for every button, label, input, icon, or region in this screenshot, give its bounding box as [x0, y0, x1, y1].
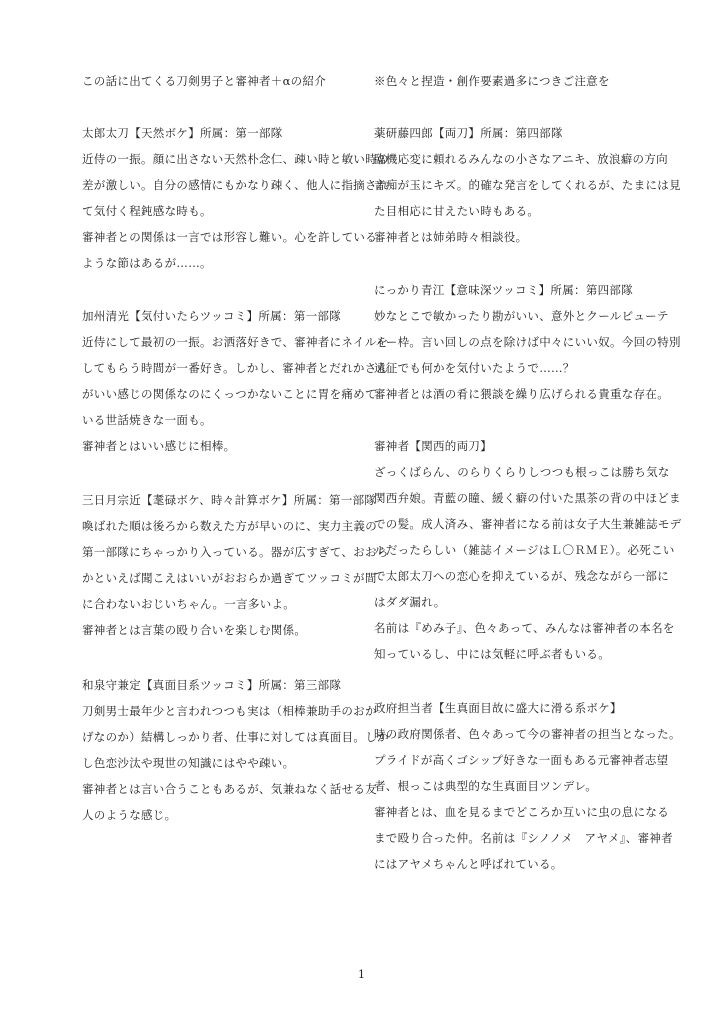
- section-heading: にっかり青江【意味深ツッコミ】所属：第四部隊: [374, 283, 634, 297]
- section-text-line: してもらう時間が一番好き。しかし、審神者とだれかさん: [82, 361, 389, 375]
- section-text-line: し色恋沙汰や現世の知識にはやや疎い。: [82, 756, 295, 770]
- section-text-line: 差が激しい。自分の感情にもかなり疎く、他人に指摘され: [82, 178, 389, 192]
- right-section: [374, 120, 681, 250]
- section-text-line: 審神者とはいい感じに相棒。: [82, 439, 236, 453]
- right-section: [374, 695, 681, 877]
- section-text-line: に合わないおじいちゃん。一言多いよ。: [82, 597, 296, 611]
- section-text-line: がいい感じの関係なのにくっつかないことに胃を痛めて: [82, 387, 377, 401]
- section-text-line: いる世話焼きな一面も。: [82, 413, 212, 427]
- left-section: [82, 672, 389, 828]
- section-heading: 加州清光【気付いたらツッコミ】所属：第一部隊: [82, 309, 342, 323]
- section-text-line: 名前は『めみ子』、色々あって、みんなは審神者の本名を: [374, 621, 675, 635]
- section-text-line: で太郎太刀への恋心を抑えているが、残念ながら一部に: [374, 569, 669, 583]
- section-heading: 審神者【関西的両刀】: [374, 439, 492, 453]
- section-text-line: かといえば聞こえはいいがおおらか過ぎてツッコミが間: [82, 571, 377, 585]
- section-text-line: 近侍の一振。顔に出さない天然朴念仁、疎い時と敏い時の: [82, 152, 389, 166]
- right-section: [374, 433, 682, 667]
- section-text-line: 音痴が玉にキズ。的確な発言をしてくれるが、たまには見: [374, 178, 681, 192]
- section-text-line: まで殴り合った仲。名前は『シノノメ アヤメ』、審神者: [374, 831, 673, 845]
- section-heading: 薬研藤四郎【両刀】所属：第四部隊: [374, 126, 563, 140]
- section-text-line: 審神者とは酒の肴に猥談を繰り広げられる貴重な存在。: [374, 387, 669, 401]
- section-text-line: ざっくばらん、のらりくらりしつつも根っこは勝ち気な: [374, 465, 670, 479]
- right-column-title-block: [374, 68, 659, 94]
- section-text-line: 人のような感じ。: [82, 808, 177, 822]
- section-text-line: た目相応に甘えたい時もある。: [374, 204, 540, 218]
- section-text-line: 審神者とは言葉の殴り合いを楽しむ関係。: [82, 623, 307, 637]
- section-text-line: 審神者とは言い合うこともあるが、気兼ねなく話せる友: [82, 782, 377, 796]
- section-text-line: 関西弁娘。青藍の瞳、緩く癖の付いた黒茶の背の中ほどま: [374, 491, 681, 505]
- section-text-line: にはアヤメちゃんと呼ばれている。: [374, 857, 563, 871]
- section-text-line: 審神者との関係は一言では形容し難い。心を許している: [82, 230, 377, 244]
- section-text-line: ルだったらしい（雑誌イメージはＬ〇ＲＭＥ）。必死こい: [374, 543, 675, 557]
- page-number: 1: [358, 968, 365, 981]
- left-section: [82, 303, 389, 459]
- section-heading: 三日月宗近【耄碌ボケ、時々計算ボケ】所属：第一部隊: [82, 493, 377, 507]
- section-heading: 太郎太刀【天然ボケ】所属：第一部隊: [82, 126, 283, 140]
- section-text-line: 時の政府関係者、色々あって今の審神者の担当となった。: [374, 727, 681, 741]
- section-heading: 政府担当者【生真面目故に盛大に滑る系ボケ】: [374, 701, 622, 715]
- right-section: [374, 277, 681, 407]
- section-text-line: 刀剣男士最年少と言われつつも実は（相棒兼助手のおか: [82, 704, 377, 718]
- section-text-line: 第一部隊にちゃっかり入っている。器が広すぎて、おおら: [82, 545, 389, 559]
- section-text-line: げなのか）結構しっかり者、仕事に対しては真面目。しか: [82, 730, 389, 744]
- section-text-line: ィー枠。言い回しの点を除けば中々にいい奴。今回の特別: [374, 335, 681, 349]
- section-text-line: 妙なとこで敏かったり勘がいい、意外とクールビューテ: [374, 309, 669, 323]
- section-text-line: はダダ漏れ。: [374, 595, 446, 609]
- section-text-line: での髪。成人済み、審神者になる前は女子大生兼雑誌モデ: [374, 517, 682, 531]
- section-text-line: て気付く程鈍感な時も。: [82, 204, 212, 218]
- section-text-line: ような節はあるが……。: [82, 256, 212, 270]
- section-heading: 和泉守兼定【真面目系ツッコミ】所属：第三部隊: [82, 678, 342, 692]
- section-text-line: 審神者とは姉弟時々相談役。: [374, 230, 528, 244]
- section-text-line: 喚ばれた順は後ろから数えた方が早いのに、実力主義の: [82, 519, 377, 533]
- section-text-line: 遠征でも何かを気付いたようで……？: [374, 361, 575, 375]
- left-section: [82, 120, 389, 276]
- section-text-line: 者、根っこは典型的な生真面目ツンデレ。: [374, 779, 598, 793]
- section-text-line: 近侍にして最初の一振。お洒落好きで、審神者にネイルを: [82, 335, 389, 349]
- left-column-title-block: [82, 68, 367, 94]
- section-text-line: 知っているし、中には気軽に呼ぶ者もいる。: [374, 647, 610, 661]
- left-column-title: この話に出てくる刀剣男子と審神者＋αの紹介: [82, 74, 327, 88]
- section-text-line: 臨機応変に頼れるみんなの小さなアニキ、放浪癖の方向: [374, 152, 668, 166]
- left-section: [82, 487, 389, 643]
- section-text-line: 審神者とは、血を見るまでどころか互いに虫の息になる: [374, 805, 669, 819]
- right-column-title: ※色々と捏造・創作要素過多につきご注意を: [374, 74, 610, 88]
- section-text-line: プライドが高くゴシップ好きな一面もある元審神者志望: [374, 753, 669, 767]
